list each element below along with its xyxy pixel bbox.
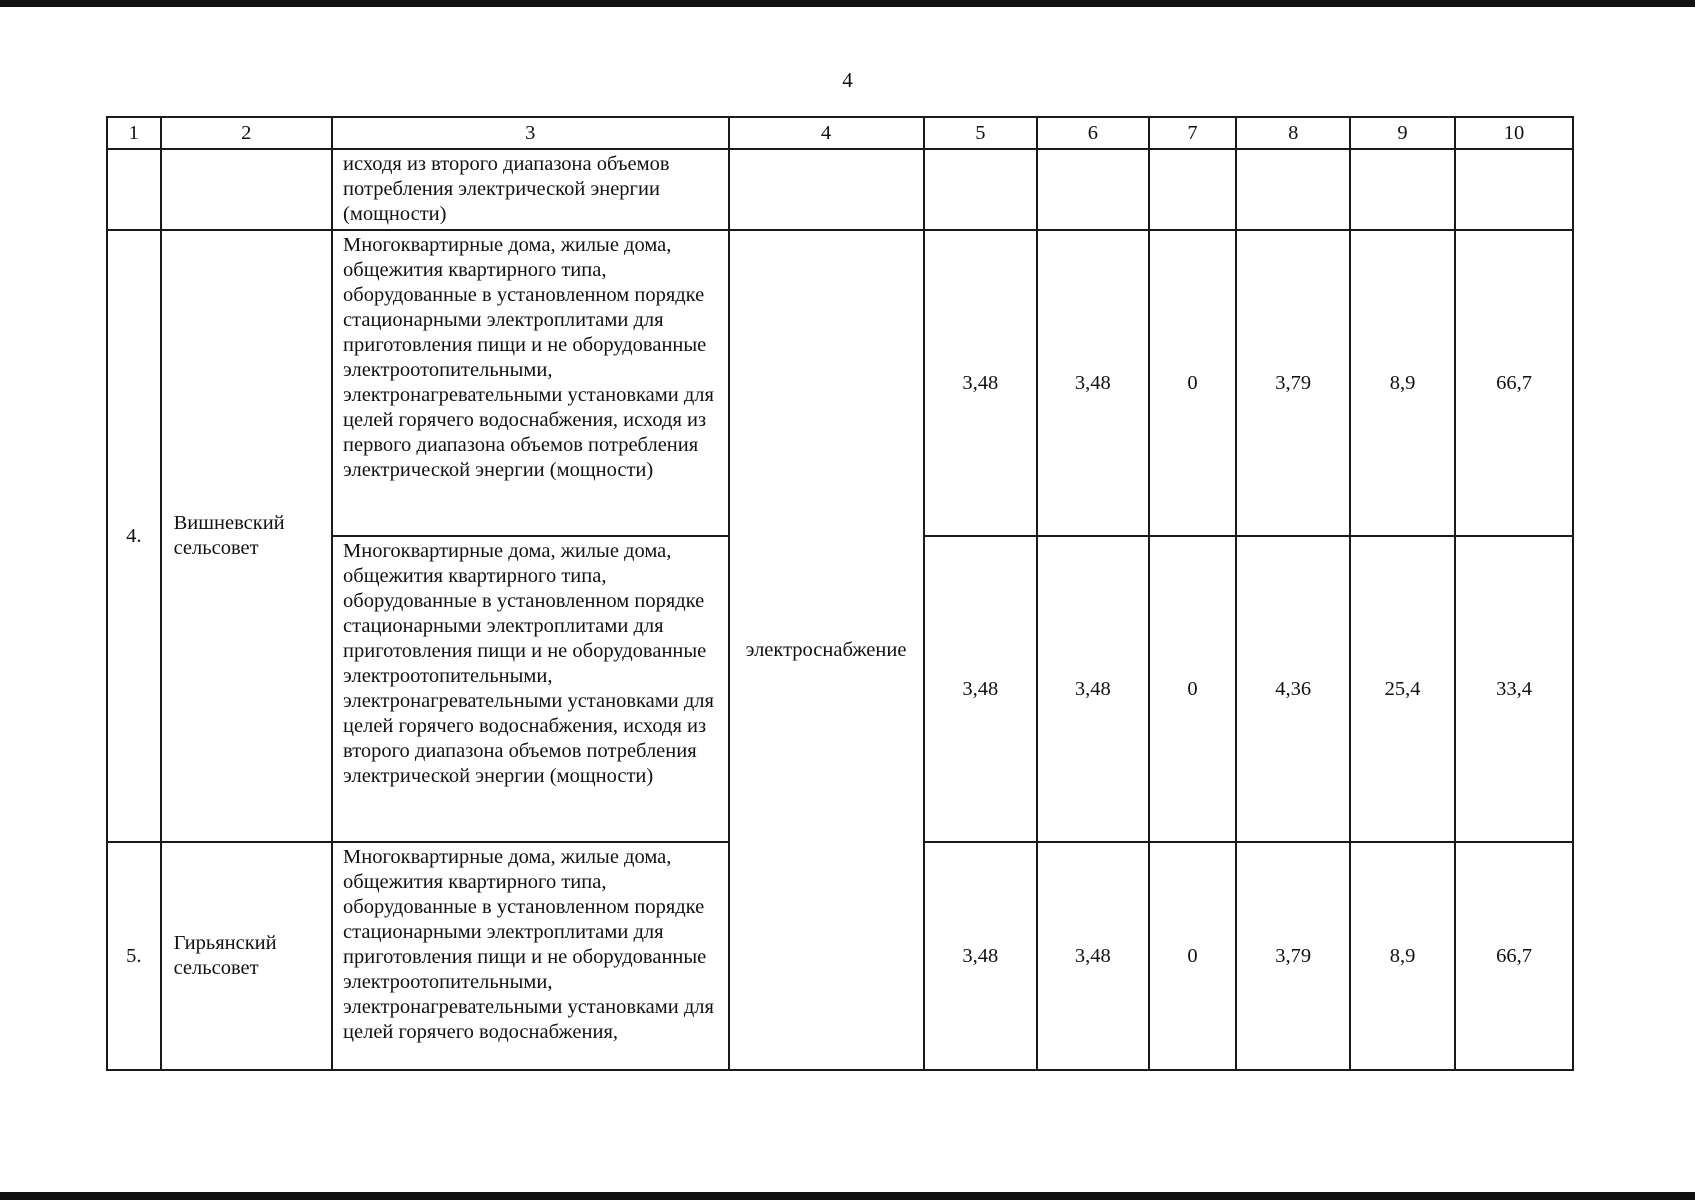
empty-cell (107, 149, 161, 230)
empty-cell (1149, 149, 1237, 230)
value-col-6: 3,48 (1037, 842, 1148, 1070)
value-col-10: 66,7 (1455, 842, 1573, 1070)
settlement-name: Вишневский сельсовет (161, 230, 332, 842)
scan-border-bottom (0, 1192, 1695, 1200)
service-type: электроснабжение (729, 230, 924, 1070)
empty-cell (1236, 149, 1350, 230)
consumer-category-description: Многоквартирные дома, жилые дома, общежития квартирного типа, оборудованные в установленном порядке стационарными электроплитами для приготовления пищи и не оборудованные электроотопительными, электронагревательными установками для целей горячего водоснабжения, исходя из первого диапазона объемов потребления электрической энергии (мощности) (332, 230, 729, 536)
empty-cell (1037, 149, 1148, 230)
tariff-table (106, 116, 1574, 1071)
value-col-5: 3,48 (924, 536, 1038, 842)
value-col-6: 3,48 (1037, 230, 1148, 536)
row-index: 4. (107, 230, 161, 842)
header-cell-5: 5 (924, 117, 1038, 149)
header-row (107, 117, 1573, 149)
table-row-continuation (107, 149, 1573, 230)
value-col-10: 33,4 (1455, 536, 1573, 842)
empty-cell (1350, 149, 1455, 230)
page-number: 4 (842, 68, 853, 92)
empty-cell (924, 149, 1038, 230)
value-col-8: 3,79 (1236, 842, 1350, 1070)
value-col-9: 25,4 (1350, 536, 1455, 842)
value-col-8: 4,36 (1236, 536, 1350, 842)
tariff-table-container (106, 116, 1574, 1071)
value-col-7: 0 (1149, 536, 1237, 842)
header-cell-7: 7 (1149, 117, 1237, 149)
table-row (107, 230, 1573, 536)
value-col-7: 0 (1149, 842, 1237, 1070)
header-cell-1: 1 (107, 117, 161, 149)
empty-cell (729, 149, 924, 230)
value-col-5: 3,48 (924, 842, 1038, 1070)
value-col-6: 3,48 (1037, 536, 1148, 842)
value-col-9: 8,9 (1350, 230, 1455, 536)
header-cell-2: 2 (161, 117, 332, 149)
row-index: 5. (107, 842, 161, 1070)
header-cell-6: 6 (1037, 117, 1148, 149)
header-cell-8: 8 (1236, 117, 1350, 149)
settlement-name: Гирьянский сельсовет (161, 842, 332, 1070)
scan-border-top (0, 0, 1695, 7)
empty-cell (1455, 149, 1573, 230)
header-cell-4: 4 (729, 117, 924, 149)
header-cell-3: 3 (332, 117, 729, 149)
consumer-category-description: Многоквартирные дома, жилые дома, общежития квартирного типа, оборудованные в установленном порядке стационарными электроплитами для приготовления пищи и не оборудованные электроотопительными, электронагревательными установками для целей горячего водоснабжения, (332, 842, 729, 1070)
value-col-10: 66,7 (1455, 230, 1573, 536)
header-cell-10: 10 (1455, 117, 1573, 149)
value-col-7: 0 (1149, 230, 1237, 536)
value-col-9: 8,9 (1350, 842, 1455, 1070)
value-col-5: 3,48 (924, 230, 1038, 536)
header-cell-9: 9 (1350, 117, 1455, 149)
empty-cell (161, 149, 332, 230)
value-col-8: 3,79 (1236, 230, 1350, 536)
consumer-category-description: исходя из второго диапазона объемов потребления электрической энергии (мощности) (332, 149, 729, 230)
consumer-category-description: Многоквартирные дома, жилые дома, общежития квартирного типа, оборудованные в установленном порядке стационарными электроплитами для приготовления пищи и не оборудованные электроотопительными, электронагревательными установками для целей горячего водоснабжения, исходя из второго диапазона объемов потребления электрической энергии (мощности) (332, 536, 729, 842)
